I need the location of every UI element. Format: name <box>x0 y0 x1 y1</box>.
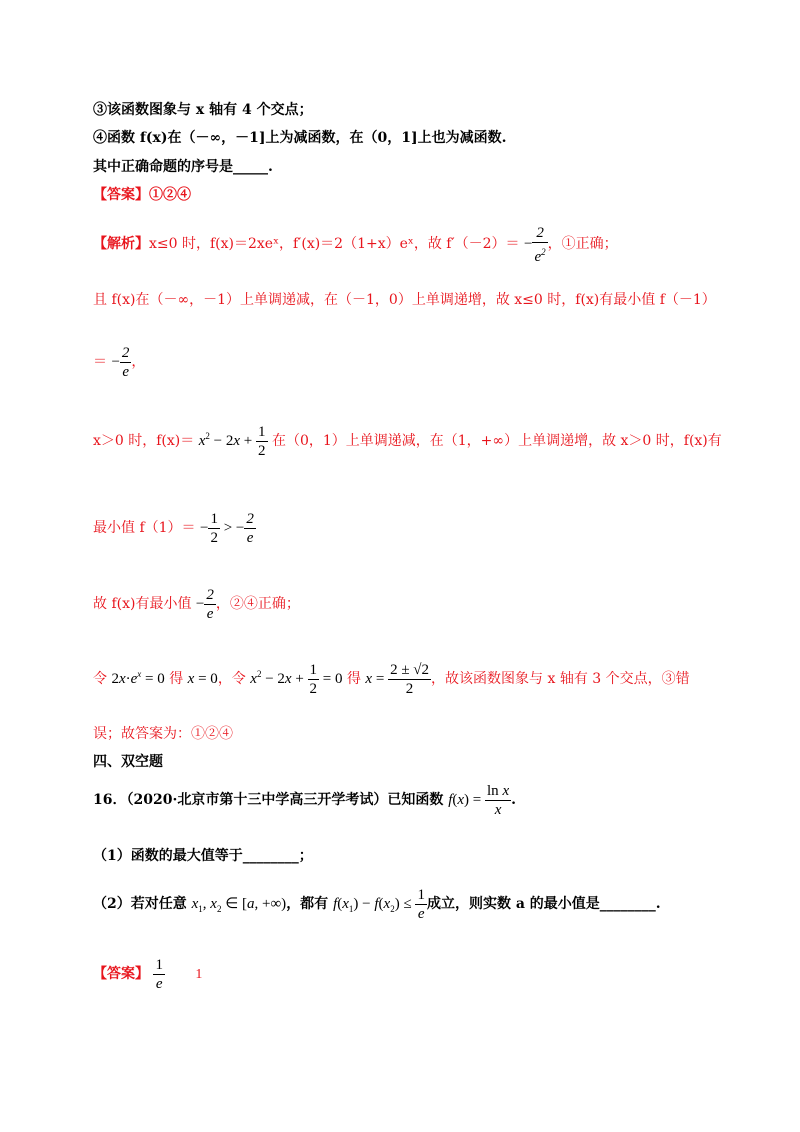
analysis-line-2: 且 f(x)在（－∞，－1）上单调递减，在（－1，0）上单调递增，故 x≤0 时，f(x)有最小值 f（－1） <box>93 292 716 308</box>
answer-1 <box>93 185 191 205</box>
q16-part-2-mid: ，都有 <box>286 896 329 912</box>
answer-tag: 【答案】 <box>93 187 149 203</box>
answer-2 <box>93 952 202 997</box>
q16-part-2 <box>93 882 661 931</box>
analysis-line-5 <box>93 506 256 550</box>
q16-stem-text: 16．（2020·北京市第十三中学高三开学考试）已知函数 <box>93 792 444 808</box>
fraction-neg-2-over-e2: − $\frac{2}{e^2}$ <box>524 224 546 265</box>
inequality-expression: − $\frac{1}{2}$ > − $\frac{2}{e}$ <box>200 511 254 547</box>
fraction-neg-2-over-e-min: − $\frac{2}{e}$ <box>195 587 214 623</box>
analysis-line-8: 误；故答案为：①②④ <box>93 726 233 742</box>
analysis-text-6: 故 f(x)有最小值 <box>93 596 192 612</box>
equation-2xex: $2x\cdot e^x = 0$ <box>111 669 165 687</box>
q16-part-2-pre: （2）若对任意 <box>93 896 187 912</box>
analysis-text-5: 最小值 f（1）＝ <box>93 520 196 536</box>
text-ling-1: 令 <box>93 671 107 687</box>
analysis-line-6 <box>93 582 300 626</box>
equation-x-zero: x = 0 <box>187 671 218 687</box>
answer-2-value: 1 <box>195 967 203 982</box>
text-ling-2: ，令 <box>217 671 246 687</box>
analysis-text-6-end: ，②④正确； <box>215 596 300 612</box>
analysis-line-3 <box>93 340 145 384</box>
analysis-line-7 <box>93 652 690 701</box>
answer-2-tag: 【答案】 <box>93 966 149 982</box>
text-de-2: 得 <box>346 671 361 687</box>
q16-part-2-end: 成立，则实数 a 的最小值是________. <box>426 896 661 912</box>
item-4: ④函数 f(x)在（－∞，－1]上为减函数，在（0，1]上也为减函数. <box>93 130 507 146</box>
analysis-eq-sign: ＝ <box>93 354 107 370</box>
inequality-f-x1-f-x2: $f(x_1) - f(x_2)$ ≤ $\frac{1}{e}$ <box>333 887 425 923</box>
answer-text: ①②④ <box>149 187 191 203</box>
analysis-line-4 <box>93 414 722 463</box>
fraction-neg-2-over-e: − $\frac{2}{e}$ <box>111 345 130 381</box>
analysis-text-4-end: 在（0，1）上单调递减，在（1，+∞）上单调递增，故 x＞0 时，f(x)有 <box>271 433 722 449</box>
question-prompt: 其中正确命题的序号是_____. <box>93 159 273 175</box>
equation-quadratic: $x^2 - 2x$ + $\frac{1}{2}$ = 0 <box>250 662 343 698</box>
analysis-text-4: x＞0 时，f(x)＝ <box>93 433 195 449</box>
q16-part-1: （1）函数的最大值等于________； <box>93 848 313 864</box>
question-16-stem <box>93 778 516 822</box>
analysis-text-7-end: ，故该函数图象与 x 轴有 3 个交点，③错 <box>431 671 690 687</box>
quadratic-expression: $x^2 - 2x$ + $\frac{1}{2}$ <box>198 424 266 460</box>
q16-stem-end: . <box>511 792 516 808</box>
analysis-tag: 【解析】 <box>93 236 149 252</box>
analysis-text-1: x≤0 时，f(x)＝2xeˣ，f′(x)＝2（1+x）eˣ，故 f′（－2）＝ <box>149 236 520 252</box>
answer-1-over-e: $\frac{1}{e}$ <box>155 957 163 993</box>
analysis-line-1 <box>93 222 618 266</box>
section-heading: 四、双空题 <box>93 754 163 770</box>
set-membership-expression: $x_1$, $x_2$ ∈ [a, +∞) <box>191 896 287 914</box>
item-3: ③该函数图象与 x 轴有 4 个交点； <box>93 102 313 118</box>
equation-roots: x = $\frac{2 \pm √2}{2}$ <box>365 662 430 698</box>
analysis-text-1-end: ，①正确； <box>547 236 618 252</box>
analysis-text-3-end: ， <box>131 354 146 370</box>
function-ln-x-over-x: f(x) = $\frac{\text{ln x}}{x}$ <box>448 783 510 819</box>
text-de-1: 得 <box>169 671 184 687</box>
